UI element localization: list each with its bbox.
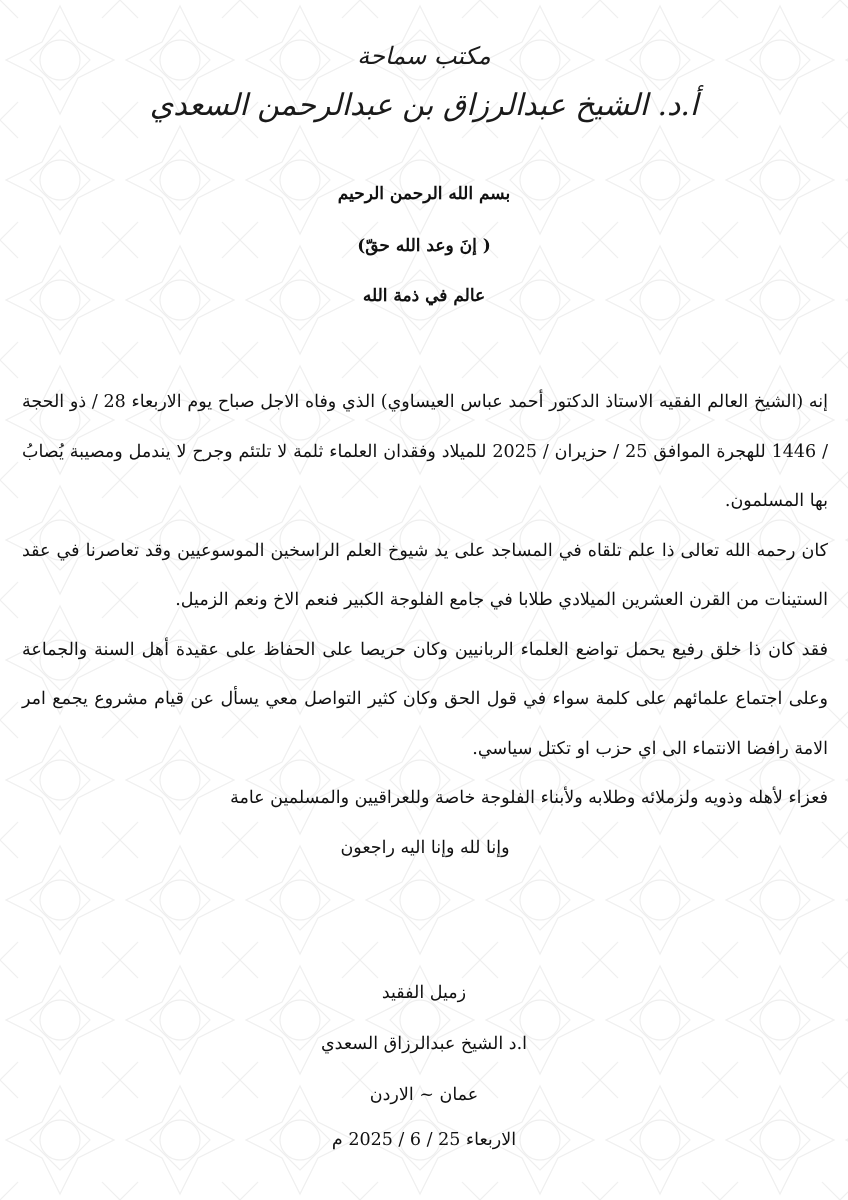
paragraph-knowledge: كان رحمه الله تعالى ذا علم تلقاه في المساجد على يد شيوخ العلم الراسخين الموسوعيين وقد تعاصرنا في عقد الستينات من القرن العشرين الميلادي طلابا في جامع الفلوجة الكبير فنعم الاخ ونعم الزميل. [22, 540, 829, 610]
letterhead-name: أ.د. الشيخ عبدالرزاق بن عبدالرحمن السعدي [149, 88, 699, 123]
closing-phrase: وإنا لله وإنا اليه راجعون [340, 837, 510, 858]
signature-role: زميل الفقيد [381, 983, 467, 1003]
paragraph-announcement: إنه (الشيخ العالم الفقيه الاستاذ الدكتور أحمد عباس العيساوي) الذي وفاه الاجل صباح يوم الاربعاء 28 / ذو الحجة / 1446 للهجرة الموافق 25 / حزيران / 2025 للميلاد وفقدان العلماء ثلمة لا تلتئم وجرح لا يندمل ومصيبة يُصابُ بها المسلمون. [22, 392, 828, 511]
letterhead-office: مكتب سماحة [357, 42, 491, 70]
quran-verse: ( إنَ وعد الله حقّ) [357, 236, 491, 256]
paragraph-character: فقد كان ذا خلق رفيع يحمل تواضع العلماء الربانيين وكان حريصا على الحفاظ على عقيدة أهل السنة والجماعة وعلى اجتماع علمائهم على كلمة سواء في قول الحق وكان كثير التواصل معي يسأل عن قيام مشروع يجمع امر الامة رافضا الانتماء الى اي حزب او تكتل سياسي. [22, 639, 828, 759]
letterhead [0, 36, 848, 128]
basmala: بسم الله الرحمن الرحيم [337, 184, 511, 204]
obituary-title: عالم في ذمة الله [362, 286, 486, 306]
signature-place: عمان ~ الاردن [369, 1085, 479, 1105]
signature-date: الاربعاء 25 / 6 / 2025 م [331, 1130, 517, 1150]
paragraph-condolence: فعزاء لأهله وذويه ولزملائه وطلابه ولأبناء الفلوجة خاصة وللعراقيين والمسلمين عامة [230, 788, 828, 808]
signature-name: ا.د الشيخ عبدالرزاق السعدي [320, 1034, 528, 1054]
letter-body [22, 378, 828, 873]
